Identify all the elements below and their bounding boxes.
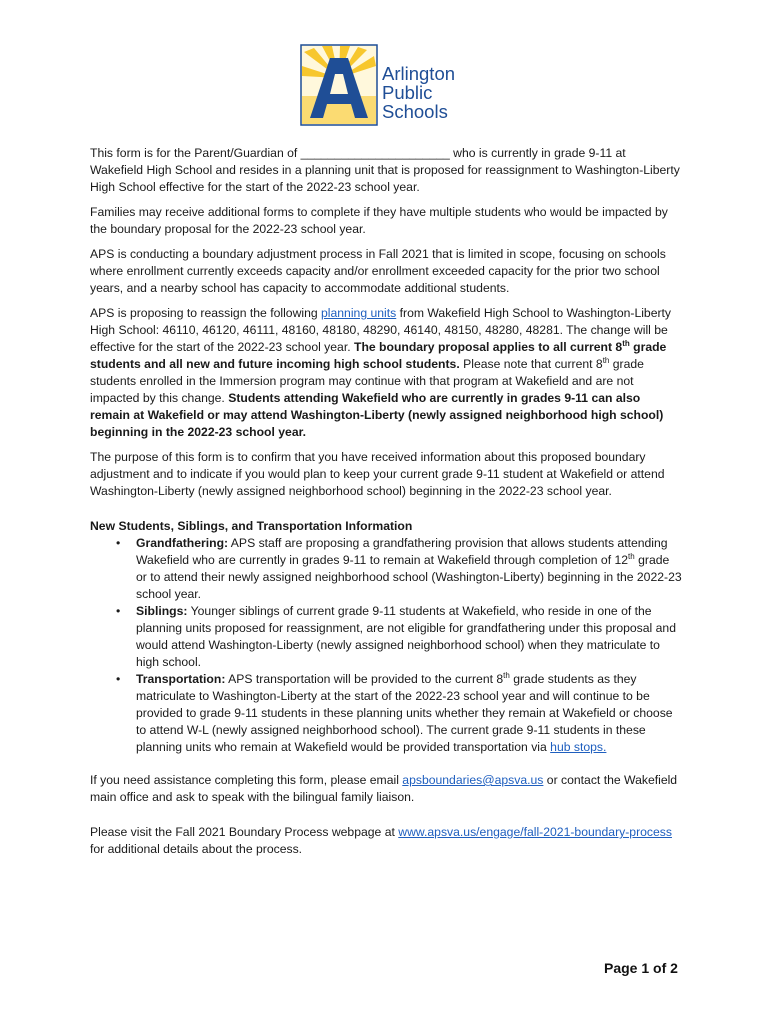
- superscript-th: th: [602, 355, 610, 365]
- webpage-paragraph: [90, 824, 682, 858]
- proposal-text-b: from Wakefield High School to Washington-Liberty High School: 46110, 46120, 46111, 48160, 48180, 48290, 46140, 48150, 48280, 48281. The change will be effective for the start of the 2022-23 school year.: [90, 306, 672, 354]
- boundary-webpage-link[interactable]: www.apsva.us/engage/fall-2021-boundary-process: [398, 825, 672, 839]
- families-paragraph: Families may receive additional forms to complete if they have multiple students who would be impacted by the boundary proposal for the 2022-23 school year.: [90, 205, 668, 236]
- email-link[interactable]: apsboundaries@apsva.us: [402, 773, 544, 787]
- item-label: Siblings:: [136, 604, 188, 618]
- list-item-siblings: [136, 603, 682, 671]
- proposal-text-c-pre: Please note that current 8: [459, 357, 603, 371]
- logo-line-1: Arlington: [382, 63, 456, 84]
- webpage-text-a: Please visit the Fall 2021 Boundary Process webpage at: [90, 825, 399, 839]
- planning-units-link[interactable]: planning units: [321, 306, 397, 320]
- item-text: grade or to attend their newly assigned neighborhood school (Washington-Liberty) beginning in the 2022-23 school year.: [136, 553, 682, 601]
- page-number: Page 1 of 2: [604, 960, 678, 976]
- intro-paragraph: This form is for the Parent/Guardian of ______________________ who is currently in grade 9-11 at Wakefield High School and resides in a planning unit that is proposed for reassignment to Washington-Liberty High School effective for the start of the 2022-23 school year.: [90, 146, 680, 194]
- logo-line-2: Public: [382, 82, 433, 103]
- hub-stops-link[interactable]: hub stops.: [550, 740, 607, 754]
- proposal-text-a: APS is proposing to reassign the following: [90, 306, 322, 320]
- proposal-paragraph: [90, 305, 682, 441]
- section-title: New Students, Siblings, and Transportation Information: [90, 519, 413, 533]
- item-text: grade students as they matriculate to Washington-Liberty at the start of the 2022-23 school year and will continue to be provided to grade 9-11 students in these planning units whether they remain at Wakefield or choose to attend W-L (newly assigned neighborhood school). The current grade 9-11 students in these planning units who remain at Wakefield would be provided transportation via: [136, 672, 673, 754]
- superscript-th: th: [503, 670, 510, 680]
- superscript-th: th: [622, 338, 630, 348]
- webpage-text-b: for additional details about the process.: [90, 842, 303, 856]
- item-text: APS transportation will be provided to the current 8: [225, 672, 504, 686]
- assistance-text-b: or contact the Wakefield main office and ask to speak with the bilingual family liaison.: [90, 773, 678, 804]
- item-text: Younger siblings of current grade 9-11 students at Wakefield, who reside in one of the planning units proposed for reassignment, are not eligible for grandfathering under this proposal and would attend Washington-Liberty (newly assigned neighborhood school) when they matriculate to high school.: [136, 604, 676, 669]
- logo-line-3: Schools: [382, 101, 448, 122]
- process-paragraph: APS is conducting a boundary adjustment process in Fall 2021 that is limited in scope, focusing on schools where enrollment currently exceeds capacity and/or enrollment exceeded capacity for the prior two school years, and a nearby school has capacity to accommodate additional students.: [90, 247, 666, 295]
- info-list: [90, 535, 682, 756]
- item-label: Transportation:: [136, 672, 226, 686]
- logo-wordmark: [382, 64, 455, 121]
- proposal-text-c-post: grade students enrolled in the Immersion program may continue with that program at Wakefield and are not impacted by this change.: [90, 357, 644, 405]
- proposal-bold-2: Students attending Wakefield who are currently in grades 9-11 can also remain at Wakefield or may attend Washington-Liberty (newly assigned neighborhood high school) beginning in the 2022-23 school year.: [90, 391, 664, 439]
- item-label: Grandfathering:: [136, 536, 229, 550]
- purpose-paragraph: The purpose of this form is to confirm that you have received information about this proposed boundary adjustment and to indicate if you would plan to keep your current grade 9-11 student at Wakefield or attend Washington-Liberty (newly assigned neighborhood school) beginning in the 2022-23 school year.: [90, 450, 665, 498]
- assistance-text-a: If you need assistance completing this form, please email: [90, 773, 403, 787]
- item-text: APS staff are proposing a grandfathering provision that allows students attending Wakefield who are currently in grades 9-11 to remain at Wakefield through completion of 12: [136, 536, 668, 567]
- letter-body: [90, 145, 682, 868]
- superscript-th: th: [628, 551, 635, 561]
- list-item-transportation: [136, 671, 682, 756]
- proposal-bold-1-post: grade students and all new and future incoming high school students.: [90, 340, 667, 371]
- proposal-bold-1-pre: The boundary proposal applies to all current 8: [354, 340, 623, 354]
- assistance-paragraph: [90, 772, 682, 806]
- aps-logo: [300, 44, 480, 128]
- list-item-grandfathering: [136, 535, 682, 603]
- aps-logo-mark: [300, 44, 378, 126]
